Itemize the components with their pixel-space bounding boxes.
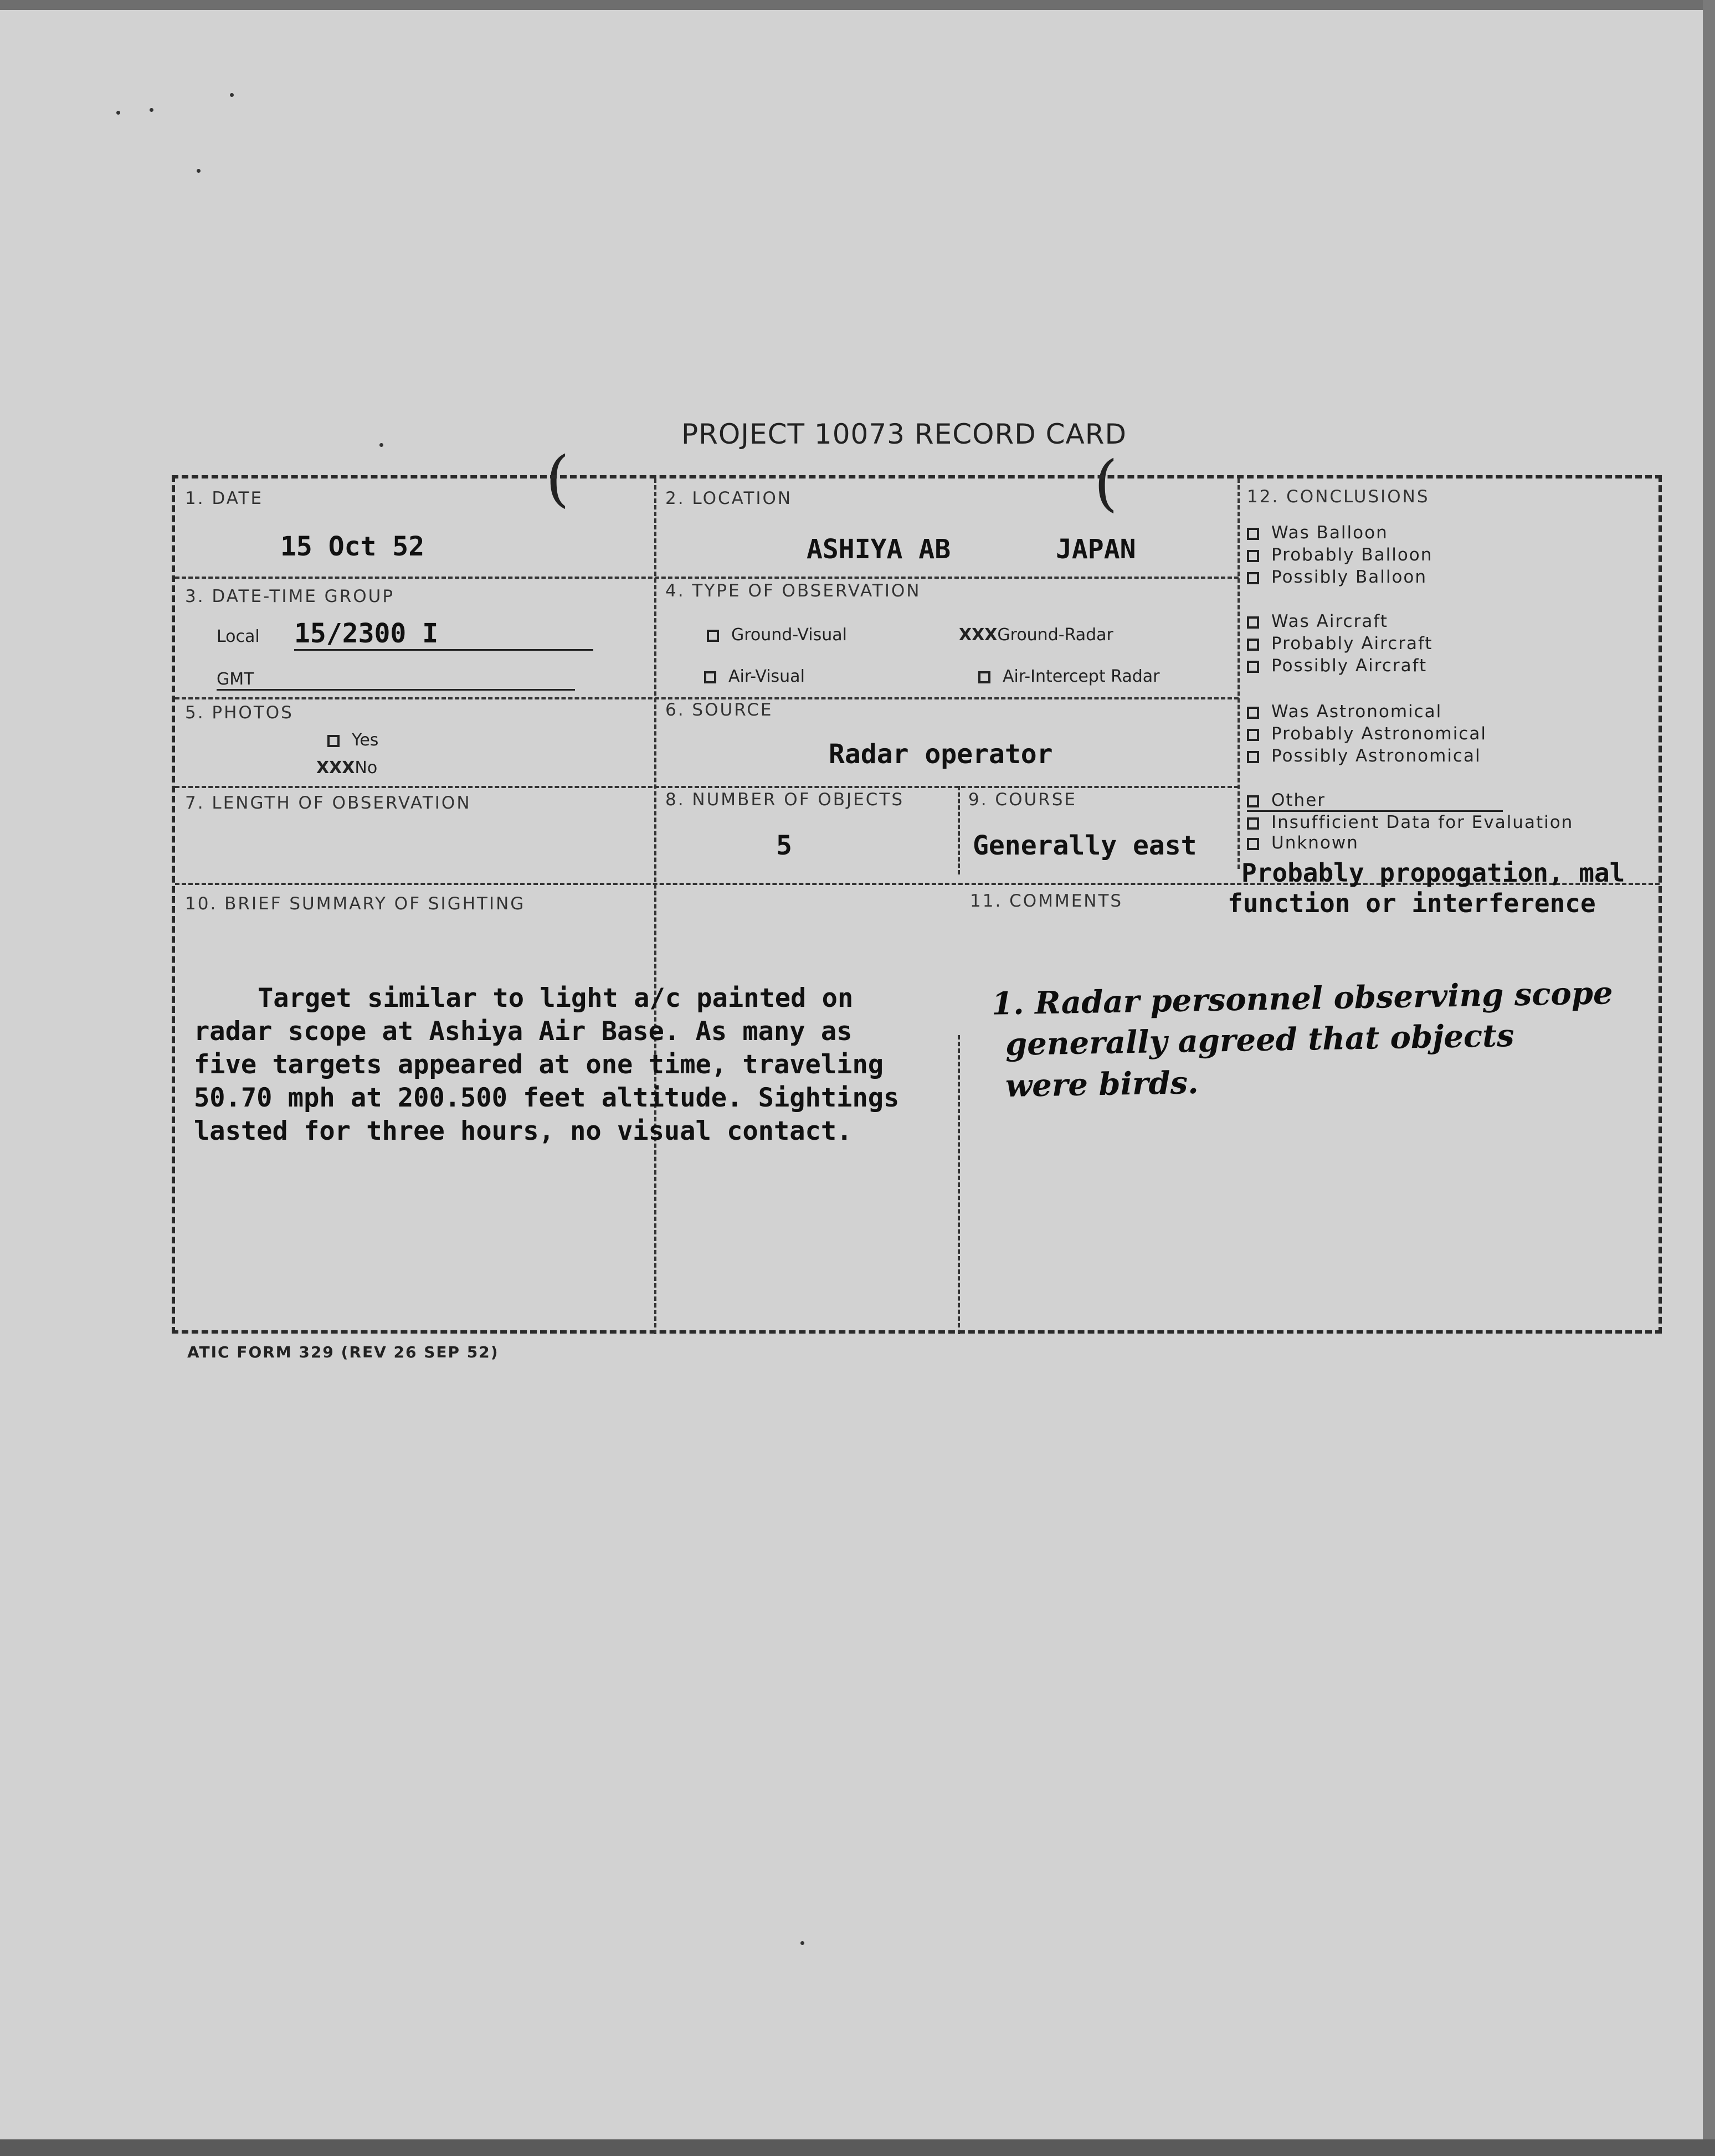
- checkbox-icon: [1247, 751, 1259, 763]
- scan-speck: [197, 169, 201, 173]
- grid-divider: [175, 577, 1239, 579]
- checkbox-icon: [1247, 795, 1259, 807]
- type-ground-visual-text: Ground-Visual: [731, 625, 847, 645]
- checkbox-icon: [707, 630, 719, 642]
- punch-mark: (: [546, 443, 569, 514]
- conclusion-text: Possibly Astronomical: [1271, 746, 1481, 766]
- date-label: 1. DATE: [185, 488, 264, 508]
- grid-divider: [654, 478, 656, 1334]
- record-card: [172, 475, 1662, 1334]
- grid-divider: [1238, 478, 1240, 869]
- checkbox-icon: [704, 671, 716, 683]
- summary-label: 10. BRIEF SUMMARY OF SIGHTING: [185, 894, 526, 914]
- course-label: 9. COURSE: [968, 790, 1077, 810]
- photos-no: [316, 758, 377, 778]
- scan-edge-right: [1703, 0, 1715, 2156]
- conclusion-item: [1247, 833, 1359, 853]
- summary-line: lasted for three hours, no visual contact.: [194, 1116, 853, 1146]
- conclusion-item: [1247, 724, 1487, 744]
- conclusion-item: [1247, 702, 1442, 722]
- conclusion-item: [1247, 523, 1388, 543]
- handwritten-comment-line: 1. Radar personnel observing scope: [991, 975, 1614, 1022]
- photos-no-text: No: [355, 758, 378, 778]
- summary-line: radar scope at Ashiya Air Base. As many as: [194, 1016, 853, 1047]
- conclusion-text: Other: [1271, 790, 1326, 810]
- scan-speck: [230, 93, 234, 97]
- type-air-visual-text: Air-Visual: [728, 667, 805, 686]
- conclusion-text: Probably Balloon: [1271, 545, 1433, 565]
- conclusion-text: Insufficient Data for Evaluation: [1271, 812, 1574, 832]
- type-air-intercept-text: Air-Intercept Radar: [1003, 667, 1160, 686]
- objects-label: 8. NUMBER OF OBJECTS: [665, 790, 905, 810]
- source-value: Radar operator: [829, 739, 1053, 770]
- summary-line: 50.70 mph at 200.500 feet altitude. Sightings: [194, 1083, 900, 1113]
- type-ground-radar: [959, 625, 1113, 645]
- checkbox-icon: [1247, 572, 1259, 584]
- location-label: 2. LOCATION: [665, 488, 793, 508]
- conclusion-item: [1247, 746, 1481, 766]
- conclusion-item: [1247, 567, 1427, 587]
- form-number: ATIC FORM 329 (REV 26 SEP 52): [187, 1343, 499, 1361]
- card-title: PROJECT 10073 RECORD CARD: [681, 418, 1127, 450]
- scan-speck: [379, 443, 383, 447]
- handwritten-comment-line: were birds.: [1005, 1064, 1199, 1105]
- length-label: 7. LENGTH OF OBSERVATION: [185, 793, 471, 813]
- type-label: 4. TYPE OF OBSERVATION: [665, 581, 921, 601]
- conclusions-label: 12. CONCLUSIONS: [1247, 487, 1430, 507]
- conclusion-text: Probably Astronomical: [1271, 724, 1487, 744]
- source-label: 6. SOURCE: [665, 700, 773, 720]
- handwritten-comment-line: generally agreed that objects: [1005, 1017, 1514, 1063]
- dtg-label: 3. DATE-TIME GROUP: [185, 586, 395, 606]
- conclusion-item: [1247, 812, 1573, 832]
- photos-label: 5. PHOTOS: [185, 703, 294, 723]
- course-value: Generally east: [973, 830, 1197, 861]
- grid-divider: [958, 786, 960, 874]
- checkbox-icon: [1247, 838, 1259, 850]
- checkbox-icon: [1247, 616, 1259, 629]
- grid-divider: [175, 786, 1239, 788]
- type-ground-radar-text: Ground-Radar: [997, 625, 1113, 645]
- photos-yes: [327, 730, 378, 750]
- checkbox-icon: [1247, 550, 1259, 562]
- type-air-visual: [704, 667, 805, 686]
- location-country: JAPAN: [1056, 534, 1136, 565]
- photos-yes-text: Yes: [352, 730, 379, 750]
- scan-speck: [150, 108, 153, 112]
- checkbox-icon: [1247, 528, 1259, 540]
- checkbox-icon: [1247, 707, 1259, 719]
- checkbox-icon: [978, 671, 990, 683]
- punch-mark: (: [1094, 447, 1118, 518]
- checkbox-icon: [327, 735, 340, 747]
- type-ground-radar-mark: XXX: [959, 625, 998, 645]
- scan-speck: [800, 1941, 804, 1945]
- photos-no-mark: XXX: [316, 758, 355, 778]
- grid-divider: [958, 1035, 960, 1334]
- scan-edge-bottom: [0, 2139, 1715, 2156]
- summary-line: five targets appeared at one time, traveling: [194, 1049, 884, 1080]
- conclusion-text: Was Astronomical: [1271, 702, 1442, 722]
- dtg-local-label: Local: [217, 627, 260, 646]
- summary-line: Target similar to light a/c painted on: [258, 983, 854, 1013]
- conclusion-note-line: function or interference: [1228, 888, 1596, 918]
- scan-speck: [116, 111, 120, 115]
- dtg-gmt-label: GMT: [217, 670, 575, 691]
- conclusion-item: [1247, 545, 1432, 565]
- checkbox-icon: [1247, 661, 1259, 673]
- conclusion-note-line: Probably propogation, mal: [1241, 858, 1625, 888]
- conclusion-text: Was Balloon: [1271, 523, 1388, 543]
- date-value: 15 Oct 52: [280, 531, 425, 562]
- checkbox-icon: [1247, 639, 1259, 651]
- conclusion-item: [1247, 790, 1503, 812]
- conclusion-text: Was Aircraft: [1271, 611, 1388, 631]
- dtg-local-value: 15/2300 I: [294, 618, 593, 651]
- checkbox-icon: [1247, 729, 1259, 741]
- conclusion-item: [1247, 634, 1433, 654]
- checkbox-icon: [1247, 817, 1259, 830]
- conclusion-item: [1247, 656, 1427, 676]
- conclusion-item: [1247, 611, 1388, 631]
- type-air-intercept: [978, 667, 1159, 686]
- scan-edge-top: [0, 0, 1715, 10]
- conclusion-text: Unknown: [1271, 833, 1359, 853]
- location-base: ASHIYA AB: [807, 534, 951, 565]
- conclusion-text: Probably Aircraft: [1271, 634, 1433, 654]
- type-ground-visual: [707, 625, 847, 645]
- conclusion-text: Possibly Balloon: [1271, 567, 1428, 587]
- comments-label: 11. COMMENTS: [970, 891, 1123, 911]
- conclusion-text: Possibly Aircraft: [1271, 656, 1428, 676]
- grid-divider: [175, 697, 1239, 699]
- objects-value: 5: [776, 830, 792, 861]
